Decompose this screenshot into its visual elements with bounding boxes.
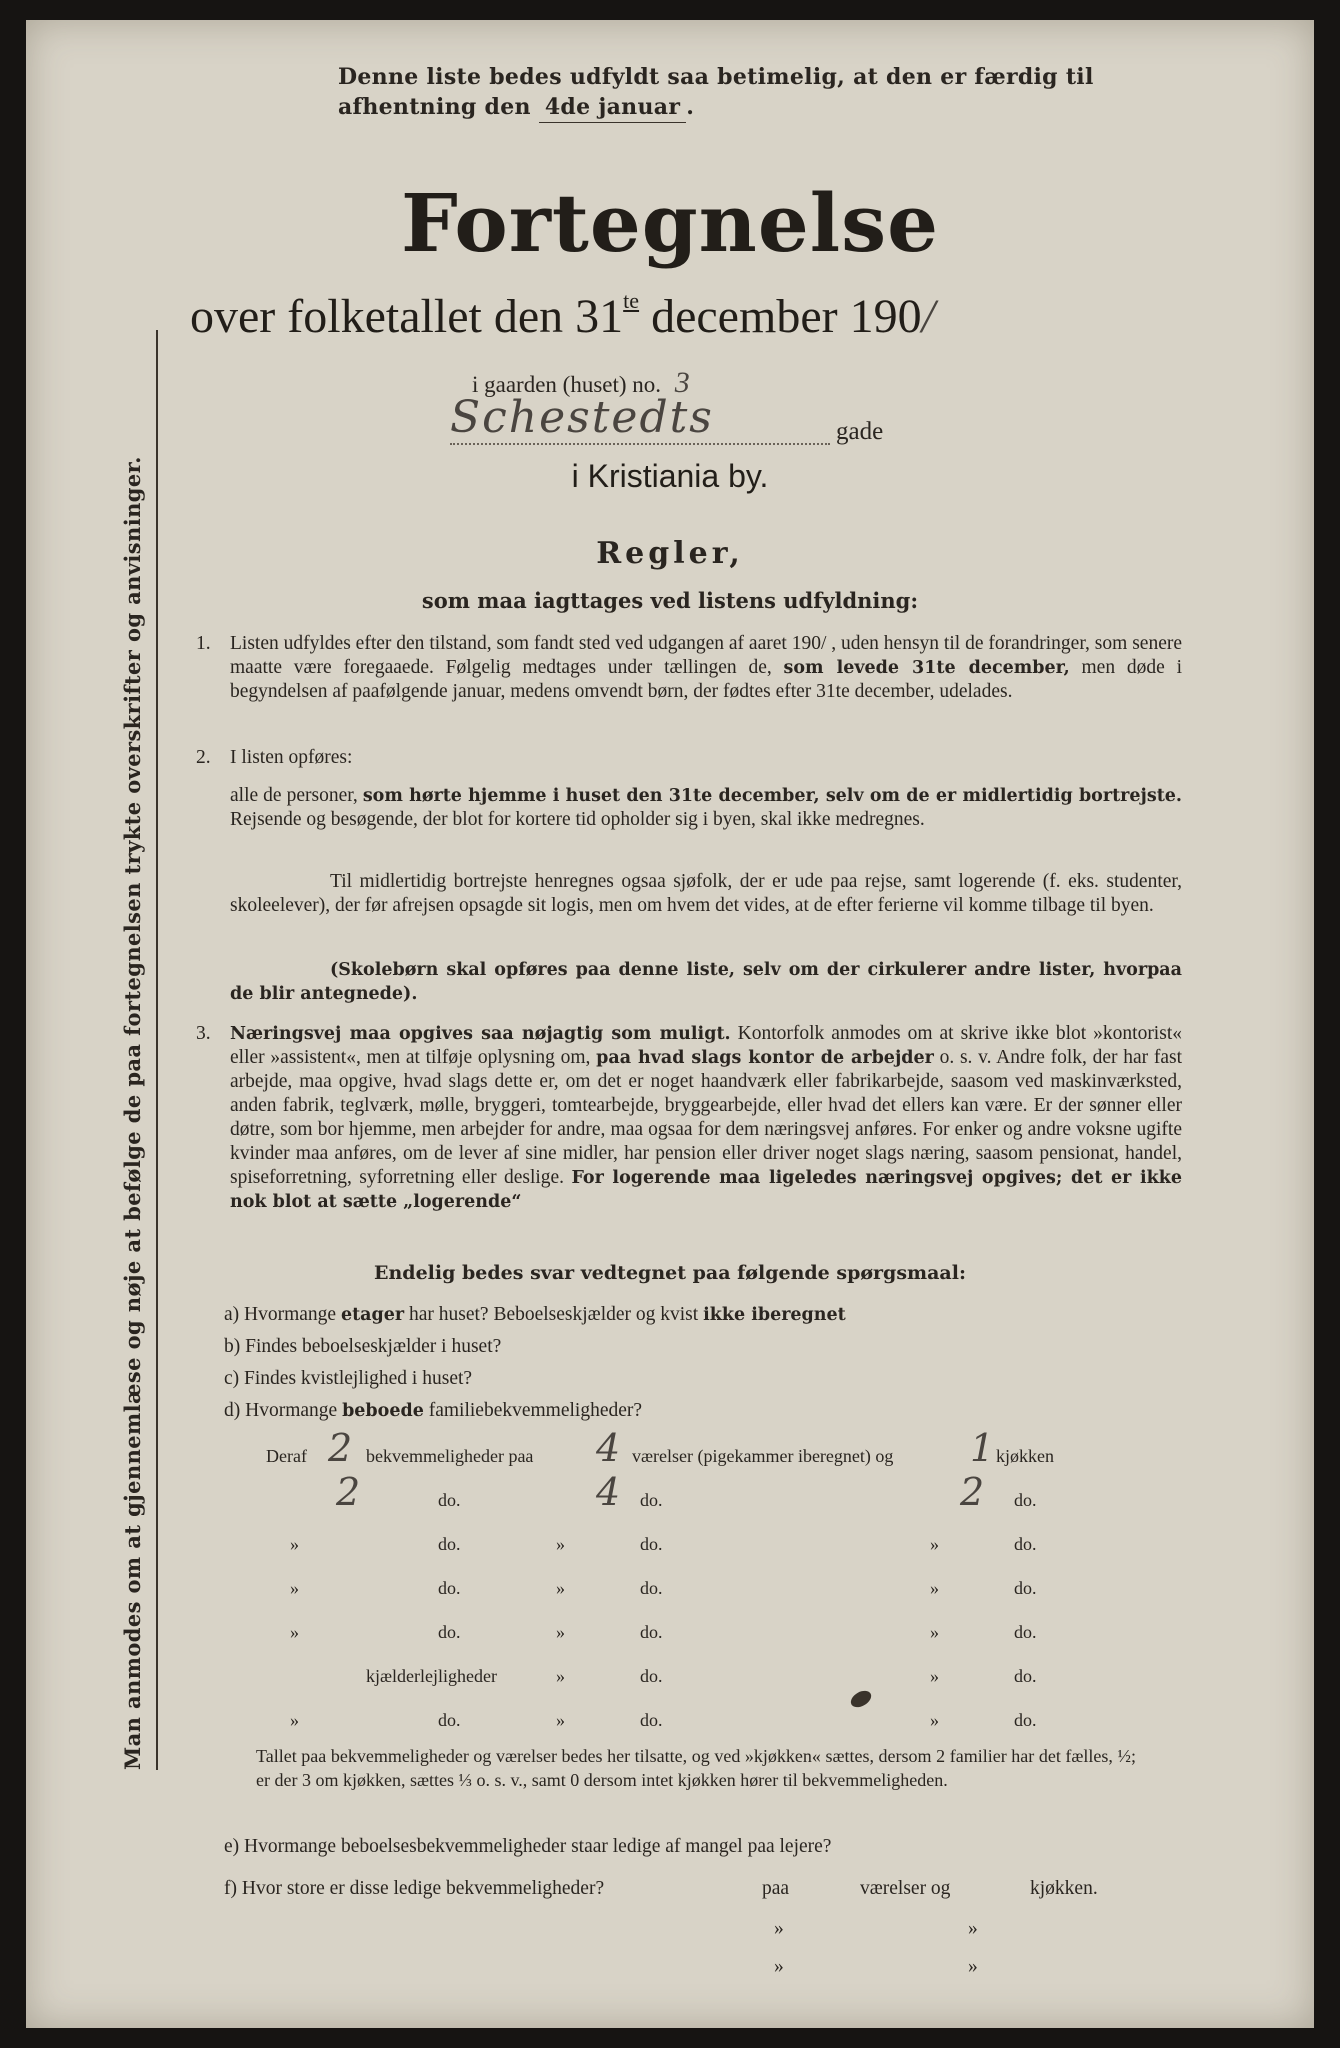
row2-kjok-handwritten: 2 (960, 1470, 985, 1514)
row4-vaer-do: do. (640, 1578, 663, 1598)
side-rule-line (156, 330, 158, 1770)
rule-3-bold-a: Næringsvej maa opgives saa nøjagtig som muligt. (230, 1024, 731, 1044)
rule-1-number: 1. (196, 633, 211, 654)
vaer-label: værelser (pigekammer iberegnet) og (632, 1446, 894, 1466)
row6-quote-2: » (556, 1666, 565, 1686)
row7-quote-3: » (930, 1710, 939, 1730)
rule-3-bold-e: For logerende maa ligeledes næringsvej opgives; det er ikke nok blot at sætte „logerende“ (230, 1168, 1182, 1212)
row4-quote-3: » (930, 1578, 939, 1598)
rule-3-text (230, 1022, 1182, 1214)
row7-quote-1: » (290, 1710, 299, 1730)
rule-2-skoleborn (230, 958, 1182, 1006)
row5-bekv-do: do. (438, 1622, 461, 1642)
notice-pickup-date: 4de januar (539, 92, 686, 123)
row2-vaer-do: do. (640, 1490, 663, 1510)
rule-1-part-c: men døde i begyndelsen af paafølgende januar, medens omvendt børn, der fødtes efter 31te december, udelades. (230, 657, 1182, 702)
gaard-label: i gaarden (huset) no. (472, 372, 662, 397)
rules-heading: Regler, (596, 536, 744, 571)
row7-vaer-do: do. (640, 1710, 663, 1730)
kjaelder-label: kjælderlejligheder (366, 1666, 497, 1686)
question-d (224, 1400, 642, 1422)
row2-kjok-do: do. (1014, 1490, 1037, 1510)
row2-bekv-do: do. (438, 1490, 461, 1510)
row5-quote-3: » (930, 1622, 939, 1642)
notice-line-1: Denne liste bedes udfyldt saa betimelig, at den er færdig til (338, 64, 1094, 90)
house-number-handwritten: 3 (674, 366, 690, 399)
rule-3-number: 3. (196, 1023, 211, 1044)
notice-text (338, 62, 1158, 123)
kjok-label: kjøkken (996, 1446, 1054, 1466)
question-f-quote-4: » (968, 1956, 978, 1977)
rule-2-bold: som hørte hjemme i huset den 31te december, selv om de er midlertidig bortrejste. (362, 786, 1182, 806)
question-f (224, 1878, 604, 1900)
row7-bekv-do: do. (438, 1710, 461, 1730)
notice-line-2-pre: afhentning den (338, 94, 531, 120)
row6-kjok-do: do. (1014, 1666, 1037, 1686)
notice-line-2-post: . (686, 94, 695, 120)
question-d-bold: beboede (342, 1401, 424, 1421)
rule-1-text (230, 632, 1182, 704)
side-instruction-text: Man anmodes om at gjennemlæse og nøje at befølge de paa fortegnelsen trykte overskrifter og anvisninger. (120, 456, 145, 1770)
row4-quote-2: » (556, 1578, 565, 1598)
question-a-mid: har huset? Beboelseskjælder og kvist (408, 1304, 699, 1325)
row4-quote-1: » (290, 1578, 299, 1598)
row3-kjok-do: do. (1014, 1534, 1037, 1554)
row6-quote-3: » (930, 1666, 939, 1686)
question-f-quote-1: » (774, 1918, 784, 1939)
rule-3-bold-c: paa hvad slags kontor de arbejder (596, 1048, 934, 1068)
row7-quote-2: » (556, 1710, 565, 1730)
deraf-label: Deraf (266, 1446, 307, 1466)
row1-vaer-handwritten: 4 (596, 1426, 621, 1470)
rule-2-bortrejste: Til midlertidig bortrejste henregnes ogsaa sjøfolk, der er ude paa rejse, samt logerende (f. eks. studenter, skoleelever), der før afrejsen opsagde sit logis, men om hvem det vides, at de efter ferierne vil komme tilbage til byen. (230, 871, 1182, 916)
subtitle-pre: over folketallet den 31 (190, 290, 624, 343)
question-a (224, 1304, 846, 1326)
row2-vaer-handwritten: 4 (596, 1470, 621, 1514)
rule-1-part-a: Listen udfyldes efter den tilstand, som fandt sted ved udgangen af aaret 190/ , uden hensyn til de forandringer, som senere maatte være foregaaede. Følgelig medtages under tællingen de, (230, 633, 1182, 678)
question-a-pre: a) Hvormange (224, 1304, 337, 1325)
row3-quote-1: » (290, 1534, 299, 1554)
rule-1-bold: som levede 31te december, (783, 658, 1070, 678)
subtitle-post: december 190 (639, 290, 922, 343)
document-title: Fortegnelse (400, 176, 940, 270)
row4-kjok-do: do. (1014, 1578, 1037, 1598)
subtitle-sup: te (623, 288, 640, 313)
question-f-kjokken: kjøkken. (1030, 1878, 1098, 1899)
rule-2-part-a: alle de personer, (230, 785, 358, 806)
row2-bekv-handwritten: 2 (336, 1470, 361, 1514)
question-d-pre: d) Hvormange (224, 1400, 338, 1421)
row1-kjok-handwritten: 1 (970, 1426, 995, 1470)
question-a-bold-2: ikke iberegnet (703, 1305, 846, 1325)
row3-quote-2: » (556, 1534, 565, 1554)
question-b: b) Findes beboelseskjælder i huset? (224, 1336, 502, 1357)
subtitle-year-handwritten: / (921, 290, 935, 343)
question-e: e) Hvormange beboelsesbekvemmeligheder staar ledige af mangel paa lejere? (224, 1836, 832, 1857)
row7-kjok-do: do. (1014, 1710, 1037, 1730)
question-f-quote-3: » (774, 1956, 784, 1977)
rule-2-number: 2. (196, 747, 211, 768)
rules-subheading: som maa iagttages ved listens udfyldning: (421, 588, 919, 613)
bekv-label: bekvemmeligheder paa (366, 1446, 534, 1466)
gade-label: gade (836, 418, 884, 445)
document-subtitle (190, 288, 935, 344)
row3-vaer-do: do. (640, 1534, 663, 1554)
row5-vaer-do: do. (640, 1622, 663, 1642)
row6-vaer-do: do. (640, 1666, 663, 1686)
row5-kjok-do: do. (1014, 1622, 1037, 1642)
row3-bekv-do: do. (438, 1534, 461, 1554)
question-c: c) Findes kvistlejlighed i huset? (224, 1368, 473, 1389)
row4-bekv-do: do. (438, 1578, 461, 1598)
rule-3-part-b: Kontorfolk anmodes om at skrive ikke blot »kontorist« eller »assistent«, men at tilføje oplysning om, (230, 1023, 1182, 1068)
row1-bekv-handwritten: 2 (328, 1426, 353, 1470)
rule-2-text (230, 784, 1182, 832)
row5-quote-2: » (556, 1622, 565, 1642)
questions-heading: Endelig bedes svar vedtegnet paa følgende spørgsmaal: (374, 1262, 966, 1284)
row5-quote-1: » (290, 1622, 299, 1642)
rule-2-part-c: Rejsende og besøgende, der blot for kortere tid opholder sig i byen, skal ikke medregnes. (230, 809, 925, 830)
question-f-pre: f) Hvor store er disse ledige bekvemmeligheder? (224, 1878, 605, 1899)
street-name-handwritten: Schestedts (450, 392, 830, 445)
question-f-vaerelser: værelser og (860, 1878, 951, 1899)
rule-2-skoleborn-bold: (Skolebørn skal opføres paa denne liste, selv om der cirkulerer andre lister, hvorpaa de blir antegnede). (230, 960, 1182, 1004)
question-d-post: familiebekvemmeligheder? (428, 1400, 643, 1421)
rule-3-part-d: o. s. v. Andre folk, der har fast arbejde, maa opgive, hvad slags dette er, om det er noget haandværk eller fabrikarbejde, saasom ved maskinværksted, anden fabrik, teglværk, mølle, bryggeri, tomtearbejde, bryggearbejde, eller hvad det ellers kan være. Er der sønner eller døtre, som bor hjemme, men arbejder for andre, maa ogsaa for dem næringsvej anføres. For enker og andre voksne ugifte kvinder maa anføres, om de lever af sine midler, har pension eller driver noget slags næring, saasom pensionat, handel, spiseforretning, syforretning eller deslige. (230, 1047, 1183, 1188)
question-a-bold-1: etager (340, 1305, 405, 1325)
rule-2-intro: I listen opføres: (230, 747, 353, 768)
row3-quote-3: » (930, 1534, 939, 1554)
dwellings-footnote: Tallet paa bekvemmeligheder og værelser bedes her tilsatte, og ved »kjøkken« sættes, dersom 2 familier har det fælles, ½; er der 3 om kjøkken, sættes ⅓ o. s. v., samt 0 dersom intet kjøkken hører til bekvemmeligheden. (256, 1746, 1136, 1790)
question-f-quote-2: » (968, 1918, 978, 1939)
city-line: i Kristiania by. (571, 458, 769, 494)
question-f-paa: paa (762, 1878, 790, 1899)
